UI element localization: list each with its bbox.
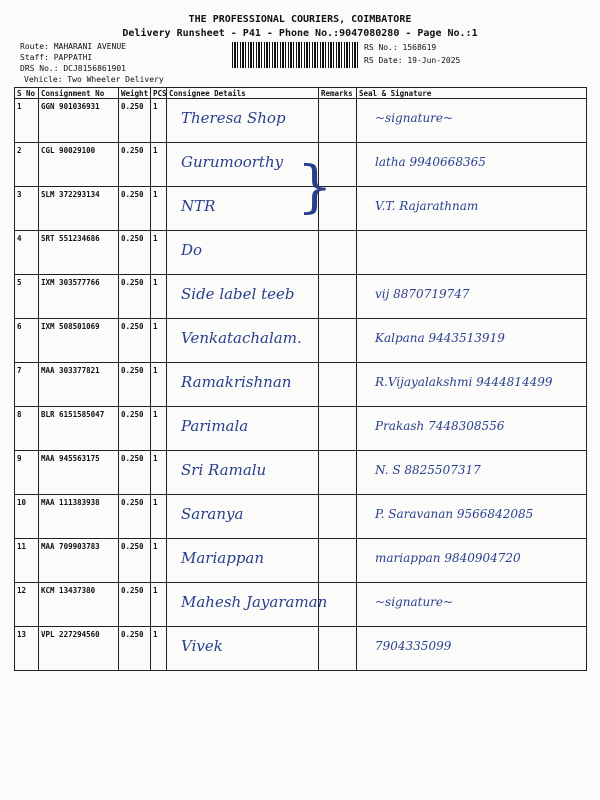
- company-title: THE PROFESSIONAL COURIERS, COIMBATORE: [188, 14, 412, 25]
- signature-handwriting: mariappan 9840904720: [375, 551, 521, 565]
- signature-cell: [357, 319, 587, 363]
- consignee-handwriting: Mahesh Jayaraman: [181, 593, 328, 611]
- signature-handwriting: vij 8870719747: [375, 287, 470, 301]
- serial-no: 2: [15, 143, 39, 187]
- pcs: 1: [151, 231, 167, 275]
- signature-cell: [357, 495, 587, 539]
- consignment-no: CGL 90029100: [39, 143, 119, 187]
- signature-handwriting: P. Saravanan 9566842085: [375, 507, 534, 521]
- barcode: [232, 42, 358, 68]
- signature-cell: [357, 539, 587, 583]
- remarks-cell: [319, 583, 357, 627]
- signature-handwriting: latha 9940668365: [375, 155, 486, 169]
- remarks-cell: [319, 319, 357, 363]
- table-row: [15, 99, 587, 143]
- consignee-handwriting: Saranya: [181, 505, 244, 523]
- consignee-handwriting: Parimala: [181, 417, 249, 435]
- serial-no: 8: [15, 407, 39, 451]
- remarks-cell: [319, 99, 357, 143]
- pcs: 1: [151, 319, 167, 363]
- weight: 0.250: [119, 363, 151, 407]
- pcs: 1: [151, 187, 167, 231]
- consignee-handwriting: Ramakrishnan: [181, 373, 292, 391]
- signature-cell: [357, 363, 587, 407]
- consignment-no: GGN 901036931: [39, 99, 119, 143]
- signature-handwriting: V.T. Rajarathnam: [375, 199, 479, 213]
- route-label: Route: MAHARANI AVENUE: [20, 42, 126, 51]
- consignee-cell: [167, 539, 319, 583]
- weight: 0.250: [119, 99, 151, 143]
- weight: 0.250: [119, 407, 151, 451]
- pcs: 1: [151, 495, 167, 539]
- consignee-handwriting: Vivek: [181, 637, 223, 655]
- table-row: [15, 231, 587, 275]
- weight: 0.250: [119, 143, 151, 187]
- rs-date: RS Date: 19-Jun-2025: [364, 56, 461, 65]
- brace-mark: }: [297, 155, 333, 220]
- signature-cell: [357, 451, 587, 495]
- runsheet-subtitle: Delivery Runsheet - P41 - Phone No.:9047080280 - Page No.:1: [122, 28, 478, 39]
- weight: 0.250: [119, 187, 151, 231]
- consignee-cell: [167, 319, 319, 363]
- col-sno: S No: [15, 88, 39, 99]
- pcs: 1: [151, 99, 167, 143]
- consignment-no: MAA 945563175: [39, 451, 119, 495]
- table-row: [15, 539, 587, 583]
- table-row: [15, 451, 587, 495]
- pcs: 1: [151, 451, 167, 495]
- remarks-cell: [319, 275, 357, 319]
- signature-handwriting: ~signature~: [375, 595, 454, 609]
- consignment-no: MAA 709903783: [39, 539, 119, 583]
- serial-no: 10: [15, 495, 39, 539]
- col-remarks: Remarks: [319, 88, 357, 99]
- remarks-cell: [319, 495, 357, 539]
- remarks-cell: [319, 627, 357, 671]
- consignment-no: IXM 508501069: [39, 319, 119, 363]
- weight: 0.250: [119, 583, 151, 627]
- consignee-handwriting: Sri Ramalu: [181, 461, 267, 479]
- remarks-cell: [319, 231, 357, 275]
- signature-handwriting: R.Vijayalakshmi 9444814499: [375, 375, 553, 389]
- table-row: [15, 275, 587, 319]
- signature-cell: [357, 143, 587, 187]
- consignment-no: VPL 227294560: [39, 627, 119, 671]
- remarks-cell: [319, 539, 357, 583]
- col-consignee: Consignee Details: [167, 88, 319, 99]
- pcs: 1: [151, 143, 167, 187]
- pcs: 1: [151, 627, 167, 671]
- consignee-cell: [167, 583, 328, 627]
- consignee-cell: [167, 231, 319, 275]
- consignee-handwriting: Venkatachalam.: [181, 329, 302, 347]
- signature-handwriting: Prakash 7448308556: [375, 419, 505, 433]
- consignment-no: SRT 551234686: [39, 231, 119, 275]
- serial-no: 3: [15, 187, 39, 231]
- table-row: [15, 407, 587, 451]
- col-pcs: PCS: [151, 88, 167, 99]
- signature-handwriting: ~signature~: [375, 111, 454, 125]
- consignee-cell: [167, 407, 319, 451]
- pcs: 1: [151, 363, 167, 407]
- runsheet-table: [14, 87, 587, 671]
- signature-cell: [357, 275, 587, 319]
- consignee-cell: [167, 143, 319, 187]
- serial-no: 1: [15, 99, 39, 143]
- table-row: [15, 363, 587, 407]
- serial-no: 6: [15, 319, 39, 363]
- consignment-no: IXM 303577766: [39, 275, 119, 319]
- remarks-cell: [319, 451, 357, 495]
- consignee-cell: [167, 495, 319, 539]
- weight: 0.250: [119, 231, 151, 275]
- col-weight: Weight: [119, 88, 151, 99]
- consignee-cell: [167, 627, 319, 671]
- consignment-no: KCM 13437380: [39, 583, 119, 627]
- consignee-handwriting: Gurumoorthy: [181, 153, 284, 171]
- consignee-handwriting: Mariappan: [181, 549, 265, 567]
- signature-cell: [357, 627, 587, 671]
- pcs: 1: [151, 583, 167, 627]
- consignee-cell: [167, 275, 319, 319]
- weight: 0.250: [119, 275, 151, 319]
- col-signature: Seal & Signature: [357, 88, 587, 99]
- consignee-cell: [167, 99, 319, 143]
- consignment-no: SLM 372293134: [39, 187, 119, 231]
- rs-number: RS No.: 1568619: [364, 43, 437, 52]
- consignee-cell: [167, 451, 319, 495]
- table-header-row: [15, 88, 587, 99]
- staff-label: Staff: PAPPATHI: [20, 53, 93, 62]
- serial-no: 4: [15, 231, 39, 275]
- pcs: 1: [151, 539, 167, 583]
- consignee-handwriting: NTR: [181, 197, 216, 215]
- consignment-no: MAA 111383938: [39, 495, 119, 539]
- weight: 0.250: [119, 627, 151, 671]
- signature-cell: [357, 187, 587, 231]
- signature-cell: [357, 231, 587, 275]
- weight: 0.250: [119, 495, 151, 539]
- serial-no: 13: [15, 627, 39, 671]
- consignment-no: BLR 6151585047: [39, 407, 119, 451]
- serial-no: 9: [15, 451, 39, 495]
- signature-handwriting: Kalpana 9443513919: [375, 331, 505, 345]
- signature-handwriting: 7904335099: [375, 639, 452, 653]
- table-row: [15, 319, 587, 363]
- remarks-cell: [319, 187, 357, 231]
- signature-handwriting: N. S 8825507317: [375, 463, 481, 477]
- serial-no: 5: [15, 275, 39, 319]
- pcs: 1: [151, 407, 167, 451]
- consignee-cell: [167, 363, 319, 407]
- weight: 0.250: [119, 319, 151, 363]
- table-row: [15, 187, 587, 231]
- table-row: [15, 627, 587, 671]
- weight: 0.250: [119, 451, 151, 495]
- table-row: [15, 583, 587, 627]
- pcs: 1: [151, 275, 167, 319]
- signature-cell: [357, 583, 587, 627]
- signature-cell: [357, 407, 587, 451]
- drs-label: DRS No.: DCJ8156861901: [20, 64, 126, 73]
- serial-no: 7: [15, 363, 39, 407]
- consignee-handwriting: Side label teeb: [181, 285, 295, 303]
- serial-no: 11: [15, 539, 39, 583]
- signature-cell: [357, 99, 587, 143]
- serial-no: 12: [15, 583, 39, 627]
- col-consignment: Consignment No: [39, 88, 119, 99]
- consignee-handwriting: Do: [181, 241, 203, 259]
- remarks-cell: [319, 363, 357, 407]
- consignment-no: MAA 303377821: [39, 363, 119, 407]
- weight: 0.250: [119, 539, 151, 583]
- remarks-cell: [319, 407, 357, 451]
- table-row: [15, 495, 587, 539]
- vehicle-label: Vehicle: Two Wheeler Delivery: [24, 75, 164, 84]
- consignee-handwriting: Theresa Shop: [181, 109, 286, 127]
